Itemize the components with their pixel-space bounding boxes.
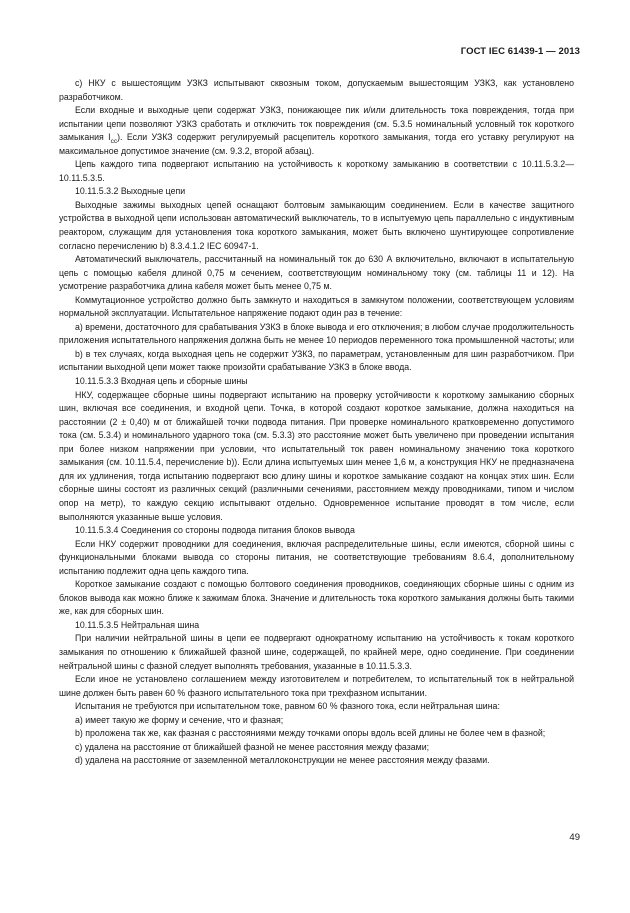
section-heading: 10.11.5.3.3 Входная цепь и сборные шины — [75, 376, 248, 387]
list-item: d) удалена на расстояние от заземленной металлоконструкции не менее расстояния между фазами. — [75, 755, 490, 766]
paragraph: Испытания не требуются при испытательном токе, равном 60 % фазного тока, если нейтральная шина: — [75, 701, 500, 712]
paragraph: Если входные и выходные цепи содержат УЗКЗ, понижающее пик и/или длительность тока повреждения, тогда при испытании цепи позволяют УЗКЗ сработать и отключить ток повреждения (см. 5.3.5 номинальный условный ток короткого замыкания $I_{cc}$). Если УЗКЗ содержит регулируемый расцепитель короткого замыкания, тогда его уставку регулируют на максимальное допустимое значение (см. 9.3.2, второй абзац). — [59, 105, 575, 156]
paragraph: Цепь каждого типа подвергают испытанию на устойчивость к короткому замыканию в соответствии с 10.11.5.3.2—10.11.5.3.5. — [59, 159, 574, 183]
paragraph: При наличии нейтральной шины в цепи ее подвергают однократному испытанию на устойчивость к токам короткого замыкания по отношению к ближайшей фазной шине, содержащей, по крайней мере, одно соединение. При соединении нейтральной шины с фазной следует выполнять требования, указанные в 10.11.5.3.3. — [59, 633, 574, 671]
document-body — [59, 77, 574, 768]
section-heading: 10.11.5.3.5 Нейтральная шина — [75, 619, 200, 630]
section-heading: 10.11.5.3.4 Соединения со стороны подвода питания блоков вывода — [75, 525, 355, 536]
paragraph: c) НКУ с вышестоящим УЗКЗ испытывают сквозным током, допускаемым вышестоящим УЗКЗ, как установлено разработчиком. — [59, 78, 574, 102]
list-item: a) имеет такую же форму и сечение, что и фазная; — [75, 714, 284, 725]
page-number: 49 — [569, 832, 580, 843]
list-item: c) удалена на расстояние от ближайшей фазной не менее расстояния между фазами; — [75, 741, 430, 752]
paragraph: Короткое замыкание создают с помощью болтового соединения проводников, соединяющих сборные шины с одним из блоков вывода как можно ближе к зажимам блока. Значение и длительность тока короткого замыкания должны быть такими же, как для сборных шин. — [59, 579, 574, 617]
list-item: a) времени, достаточного для срабатывания УЗКЗ в блоке вывода и его отключения; в любом случае продолжительность приложения испытательного напряжения должна быть не менее 10 периодов переменного тока промышленной частоты; или — [59, 321, 574, 346]
subscript: cc — [110, 137, 118, 145]
section-heading: 10.11.5.3.2 Выходные цепи — [75, 186, 186, 197]
paragraph: Выходные зажимы выходных цепей оснащают болтовым замыкающим соединением. Если в качестве защитного устройства в выходной цепи использован автоматический выключатель, то в испытуемую цепь параллельно с индуктивным реактором, служащим для установления тока короткого замыкания, может быть включено шунтирующее сопротивление согласно перечислению b) 8.3.4.1.2 IEC 60947-1. — [59, 199, 574, 251]
list-item: b) проложена так же, как фазная с расстояниями между точками опоры вдоль всей длины не более чем в фазной; — [75, 728, 546, 739]
document-id: ГОСТ IEC 61439-1 — 2013 — [460, 46, 580, 57]
paragraph: НКУ, содержащее сборные шины подвергают испытанию на проверку устойчивости к короткому замыканию сборных шин, включая все соединения, и входной цепи. Точка, в которой создают короткое замыкание, должна находиться на расстоянии (2 ± 0,40) м от ближайшей точки подвода питания. При проверке номинального кратковременно допустимого тока (см. 5.3.4) и номинального ударного тока (см. 5.3.3) это расстояние может быть увеличено при проведении испытания при более низком напряжении при условии, что испытательный ток равен номинальному значению тока короткого замыкания (см. 10.11.5.4, перечисление b)). Если длина испытуемых шин менее 1,6 м, а конструкция НКУ не предназначена для их удлинения, тогда испытанию подвергают всю длину шины и короткое замыкание создают на концах этих шин. Если сборные шины состоят из различных секций (различными сечениями, расстоянием между проводниками, типом и числом опор на метр), то каждую секцию испытывают отдельно. Одновременное испытание проводят в том числе, если выполняются указанные выше условия. — [59, 389, 574, 522]
paragraph: Автоматический выключатель, рассчитанный на номинальный ток до 630 А включительно, включают в испытательную цепь с помощью кабеля длиной 0,75 м сечением, соответствующим номинальному току (см. таблицы 11 и 12). На усмотрение разработчика длина кабеля может быть менее 0,75 м. — [59, 254, 574, 292]
list-item: b) в тех случаях, когда выходная цепь не содержит УЗКЗ, по параметрам, установленным для шин разработчиком. При испытании выходной цепи может также произойти срабатывание УЗКЗ в блоке ввода. — [59, 348, 574, 373]
paragraph: Коммутационное устройство должно быть замкнуто и находиться в замкнутом положении, соответствующем условиям нормальной эксплуатации. Испытательное напряжение подают один раз в течение: — [59, 294, 574, 319]
paragraph: Если НКУ содержит проводники для соединения, включая распределительные шины, если имеются, сборной шины с функциональными блоками вывода со стороны питания, не соответствующие требованиям 8.6.4, дополнительному испытанию подлежит одна цепь каждого типа. — [59, 538, 574, 576]
paragraph: Если иное не установлено соглашением между изготовителем и потребителем, то испытательный ток в нейтральной шине должен быть равен 60 % фазного испытательного тока при трехфазном испытании. — [59, 674, 574, 698]
